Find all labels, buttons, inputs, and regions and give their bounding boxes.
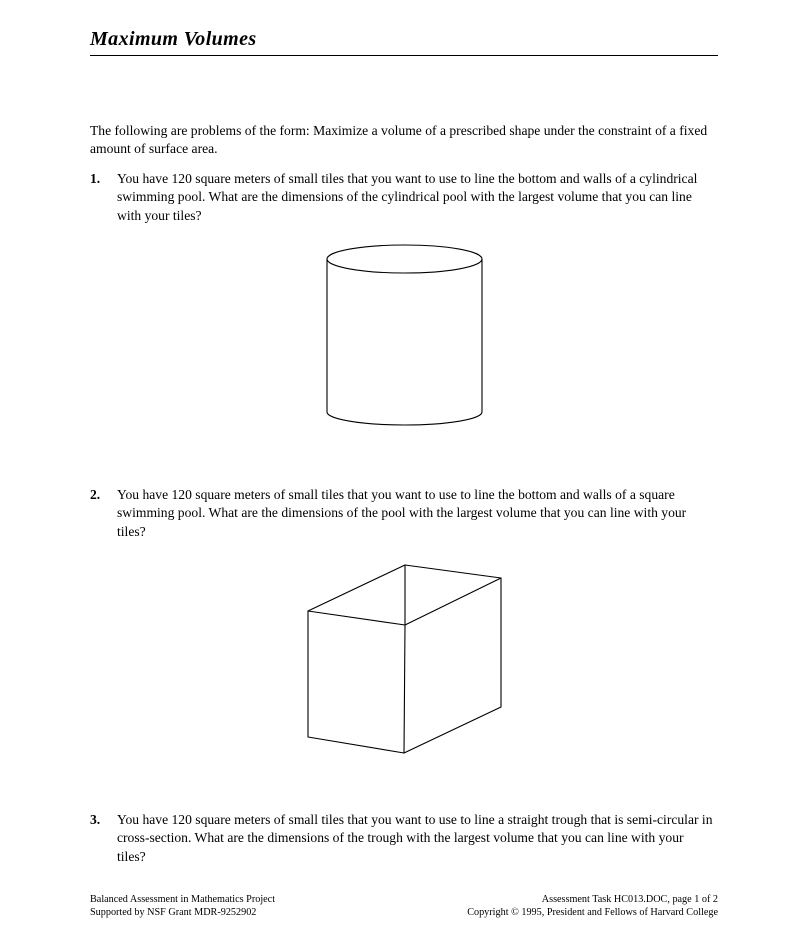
problem-item-3 (90, 811, 714, 866)
box-bottom-edge-left (308, 737, 404, 753)
problem-number-1: 1. (90, 171, 101, 186)
box-top-rim-back-right (405, 565, 501, 578)
cylinder-bottom-front-arc (327, 412, 482, 425)
problem-text-2: You have 120 square meters of small tiles that you want to use to line the bottom and walls of a square swimming pool. What are the dimensions of the pool with the largest volume that you can line with your tiles? (117, 487, 687, 539)
footer-project-name: Balanced Assessment in Mathematics Project (90, 894, 276, 905)
footer-task-id: Assessment Task HC013.DOC, page 1 of 2 (541, 894, 718, 905)
page-header (90, 26, 718, 52)
footer-copyright: Copyright © 1995, President and Fellows of Harvard College (467, 907, 718, 919)
problem-text-3: You have 120 square meters of small tiles that you want to use to line a straight trough that is semi-circular in cross-section. What are the dimensions of the trough with the largest volume that you can line with your tiles? (117, 812, 713, 864)
open-box-svg (295, 556, 515, 761)
box-top-rim-front-right (405, 578, 501, 625)
footer-grant-info: Supported by NSF Grant MDR-9252902 (90, 907, 257, 919)
cylinder-diagram (310, 235, 505, 440)
footer-row-1 (90, 893, 718, 906)
cylinder-svg (310, 235, 505, 440)
problem-text-1: You have 120 square meters of small tiles that you want to use to line the bottom and walls of a cylindrical swimming pool. What are the dimensions of the cylindrical pool with the largest volume that you can line with your tiles? (117, 171, 698, 223)
box-bottom-edge-right (404, 707, 501, 753)
title-underline-rule (90, 55, 718, 56)
page-title: Maximum Volumes (90, 28, 257, 50)
problem-item-2 (90, 486, 714, 541)
problem-item-1 (90, 170, 714, 225)
intro-paragraph: The following are problems of the form: Maximize a volume of a prescribed shape under the constraint of a fixed amount of surface area. (90, 122, 708, 156)
footer-row-2 (90, 906, 718, 919)
page-footer (90, 893, 718, 919)
problem-number-3: 3. (90, 812, 101, 827)
problem-number-2: 2. (90, 487, 101, 502)
box-vertical-edge-front (404, 625, 405, 753)
box-top-rim-back-left (308, 565, 405, 611)
cylinder-top-ellipse (327, 245, 482, 273)
open-box-diagram (295, 556, 515, 761)
box-top-rim-front-left (308, 611, 405, 625)
